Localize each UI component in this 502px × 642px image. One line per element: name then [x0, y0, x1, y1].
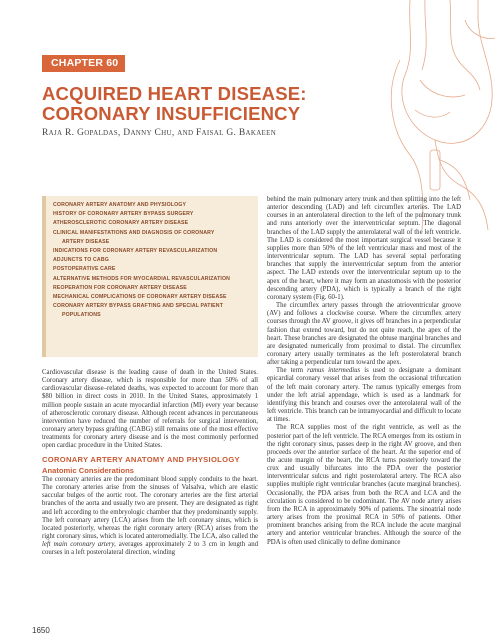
body-paragraph: The RCA supplies most of the right ventricle, as well as the posterior part of the left ventricle. The RCA emerges from its ostium in the right coronary sinus, passes deep in the right AV groove, and then proceeds over the anterior surface of the heart. At the superior end of the acute margin of the heart, the RCA turns posteriorly toward the crux and usually bifurcates into the PDA over the posterior interventricular sulcus and right posterolateral artery. The RCA also supplies multiple right ventricular branches (acute marginal branches). Occasionally, the PDA arises from both the RCA and LCA and the circulation is considered to be codominant. The AV node artery arises from the RCA in approximately 90% of patients. The sinoatrial node artery arises from the proximal RCA in 50% of patients. Other prominent branches arising from the RCA include the acute marginal artery and anterior ventricular branches. Although the source of the PDA is often used clinically to define dominance [267, 424, 461, 546]
outline-item[interactable]: POSTOPERATIVE CARE [53, 266, 116, 273]
anatomy-text: The coronary arteries are the predominant blood supply conduits to the heart. The coronary arteries arise from the sinuses of Valsalva, which are elastic saccular bulges of the aortic root. The coronary arteries are the first arterial branches of the aorta and usually two are present. They are designated as right and left according to the embryologic chamber that they predominantly supply. The left coronary artery (LCA) arises from the left coronary sinus, which is located posteriorly, whereas the right coronary artery (RCA) arises from the right coronary sinus, which is located anteromedially. The LCA, also called the [42, 475, 258, 540]
chapter-title [42, 84, 307, 124]
outline-item[interactable]: CORONARY ARTERY BYPASS GRAFTING AND SPECIAL PATIENT [53, 303, 224, 310]
left-column [42, 369, 258, 557]
outline-item[interactable]: ADJUNCTS TO CABG [53, 257, 109, 264]
anatomy-text: averages approximately 2 to 3 cm in length and courses in a left posterolateral direction, winding [42, 541, 258, 557]
body-paragraph: The circumflex artery passes through the atrioventricular groove (AV) and follows a clockwise course. Where the circumflex artery courses through the AV groove, it gives off branches in a perpendicular fashion that extend toward, but do not quite reach, the apex of the heart. These branches are designated the obtuse marginal branches and are designated numerically from proximal to distal. The circumflex coronary artery usually terminates as the left posterolateral branch after taking a perpendicular turn toward the apex. [267, 302, 461, 367]
ramus-term: ramus intermedius [307, 367, 361, 375]
outline-item[interactable]: ATHEROSCLEROTIC CORONARY ARTERY DISEASE [53, 220, 189, 227]
outline-item[interactable]: POPULATIONS [62, 312, 101, 319]
chapter-authors: Raja R. Gopaldas, Danny Chu, and Faisal G. Bakaeen [42, 128, 277, 138]
chapter-label: CHAPTER 60 [42, 55, 125, 72]
outline-accent-bar [42, 196, 46, 357]
chapter-outline-list [42, 196, 258, 321]
outline-item[interactable]: REOPERATION FOR CORONARY ARTERY DISEASE [53, 284, 187, 291]
chapter-title-line-2: CORONARY INSUFFICIENCY [42, 103, 301, 124]
chapter-title-line-1: ACQUIRED HEART DISEASE: [42, 83, 307, 104]
body-paragraph [267, 367, 461, 424]
subsection-heading: Anatomic Considerations [42, 465, 134, 475]
outline-item[interactable]: INDICATIONS FOR CORONARY ARTERY REVASCULARIZATION [53, 248, 218, 255]
outline-item[interactable]: ALTERNATIVE METHODS FOR MYOCARDIAL REVASCULARIZATION [53, 275, 231, 282]
outline-item[interactable]: ARTERY DISEASE [62, 238, 110, 245]
body-text: The term [276, 367, 304, 375]
outline-item[interactable]: HISTORY OF CORONARY ARTERY BYPASS SURGERY [53, 211, 194, 218]
outline-item[interactable]: MECHANICAL COMPLICATIONS OF CORONARY ARTERY DISEASE [53, 294, 227, 301]
anatomy-paragraph [42, 476, 258, 558]
page-number: 1650 [32, 626, 50, 635]
outline-item[interactable]: CLINICAL MANIFESTATIONS AND DIAGNOSIS OF CORONARY [53, 229, 215, 236]
outline-item[interactable]: CORONARY ARTERY ANATOMY AND PHYSIOLOGY [53, 202, 187, 208]
right-column [267, 196, 461, 547]
section-heading: CORONARY ARTERY ANATOMY AND PHYSIOLOGY [42, 454, 240, 464]
chapter-outline-box [42, 196, 258, 357]
left-main-term: left main coronary artery, [42, 541, 116, 549]
body-paragraph: behind the main pulmonary artery trunk and then splitting into the left anterior descending (LAD) and left circumflex arteries. The LAD courses in an anterolateral direction to the left of the pulmonary trunk and runs anteriorly over the interventricular septum. The diagonal branches of the LAD supply the anterolateral wall of the left ventricle. The LAD is considered the most important surgical vessel because it supplies more than 50% of the left ventricular mass and most of the interventricular septum. The LAD has several septal perforating branches that supply the interventricular septum from the anterior aspect. The LAD extends over the interventricular septum up to the apex of the heart, where it may form an anastomosis with the posterior descending artery (PDA), which is typically a branch of the right coronary system (Fig. 60-1). [267, 196, 461, 301]
intro-paragraph: Cardiovascular disease is the leading cause of death in the United States. Coronary artery disease, which is responsible for more than 50% of all cardiovascular disease–related deaths, was expected to account for more than $80 billion in direct costs in 2010. In the United States, approximately 1 million people sustain an acute myocardial infarction (MI) every year because of atherosclerotic coronary disease. Although recent advances in percutaneous intervention have reduced the number of referrals for surgical intervention, coronary artery bypass grafting (CABG) still remains one of the most effective treatments for coronary artery disease and is the most commonly performed open cardiac procedure in the United States. [42, 369, 258, 450]
body-text: is used to designate a dominant epicardial coronary vessel that arises from the occasional trifurcation of the left main coronary artery. The ramus typically emerges from under the left atrial appendage, which is used as a landmark for identifying this branch and courses over the anterolateral wall of the left ventricle. This branch can be intramyocardial and difficult to locate at times. [267, 367, 461, 424]
